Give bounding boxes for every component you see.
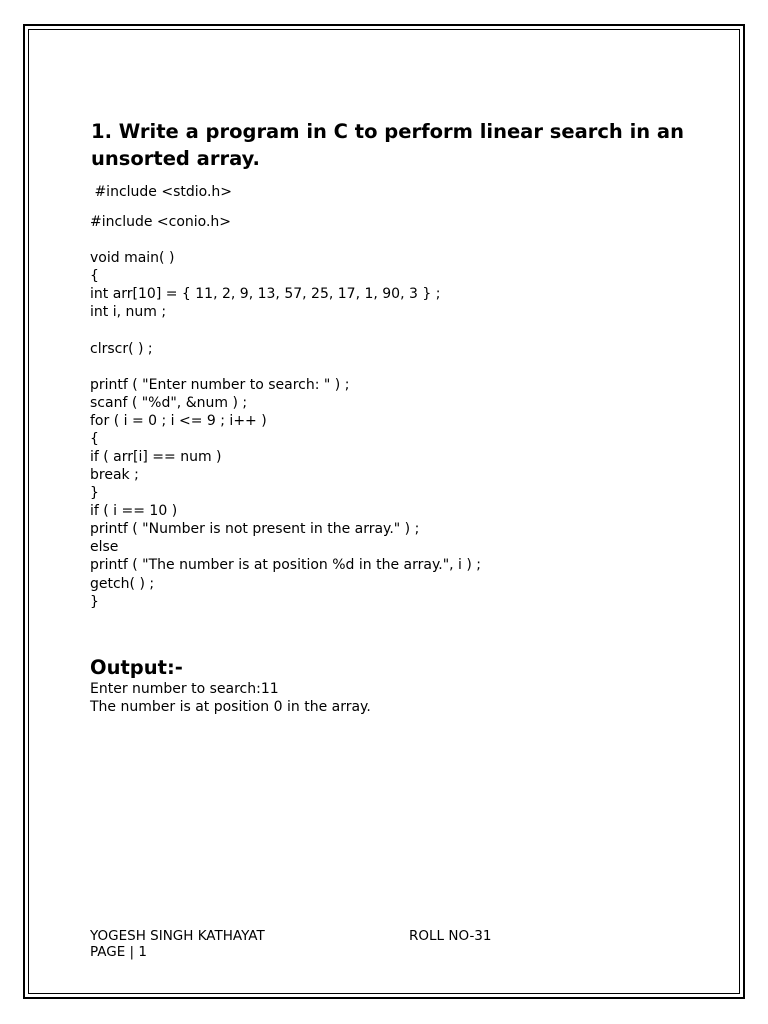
code-line: getch( ) ; — [90, 576, 155, 592]
footer-author-name: YOGESH SINGH KATHAYAT — [90, 928, 265, 944]
code-line: int arr[10] = { 11, 2, 9, 13, 57, 25, 17, 1, 90, 3 } ; — [90, 286, 441, 302]
code-line: printf ( "Enter number to search: " ) ; — [90, 377, 350, 393]
code-line: scanf ( "%d", &num ) ; — [90, 395, 248, 411]
code-line: if ( i == 10 ) — [90, 503, 178, 519]
code-line: break ; — [90, 467, 139, 483]
code-line: } — [90, 594, 99, 610]
code-line: #include <stdio.h> — [90, 184, 233, 200]
code-line: if ( arr[i] == num ) — [90, 449, 222, 465]
code-line: clrscr( ) ; — [90, 341, 153, 357]
code-line: void main( ) — [90, 250, 175, 266]
output-line: Enter number to search:11 — [90, 681, 279, 697]
code-line: printf ( "The number is at position %d in the array.", i ) ; — [90, 557, 482, 573]
code-line: } — [90, 485, 99, 501]
code-line: else — [90, 539, 119, 555]
code-line: printf ( "Number is not present in the array." ) ; — [90, 521, 420, 537]
question-title: 1. Write a program in C to perform linear search in an unsorted array. — [91, 120, 684, 170]
footer-page-number: PAGE | 1 — [90, 944, 147, 960]
code-line: #include <conio.h> — [90, 214, 232, 230]
code-line: { — [90, 268, 99, 284]
code-line: { — [90, 431, 99, 447]
code-line: for ( i = 0 ; i <= 9 ; i++ ) — [90, 413, 267, 429]
output-line: The number is at position 0 in the array. — [90, 699, 371, 715]
code-line: int i, num ; — [90, 304, 167, 320]
output-heading: Output:- — [90, 656, 183, 679]
footer-roll-number: ROLL NO-31 — [409, 928, 492, 944]
